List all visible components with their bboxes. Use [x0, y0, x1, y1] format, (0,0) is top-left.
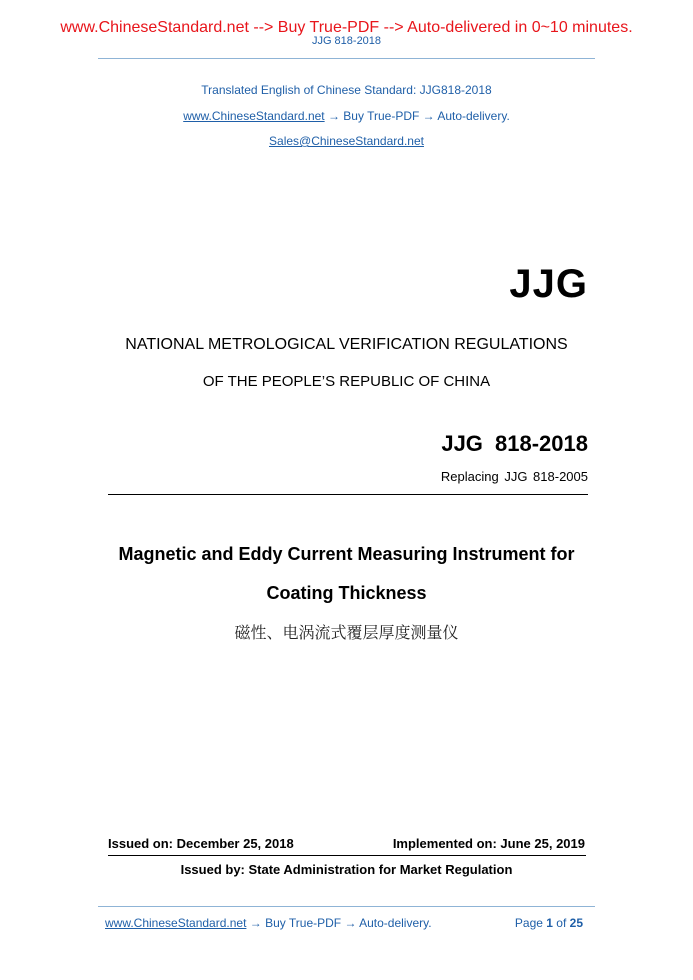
replacing-standard: Replacing JJG 818-2005 [440, 469, 588, 484]
page-current: 1 [546, 916, 553, 930]
dates-divider [108, 855, 586, 856]
jjg-logo: JJG [509, 262, 588, 306]
header-standard-code: JJG 818-2018 [311, 35, 382, 47]
top-banner[interactable]: www.ChineseStandard.net --> Buy True-PDF --> Auto-delivered in 0~10 minutes. [60, 19, 633, 36]
issued-on-date: Issued on: December 25, 2018 [108, 836, 294, 851]
page-label: Page [514, 916, 547, 930]
page-indicator [515, 916, 583, 930]
regulation-title-line2: OF THE PEOPLE’S REPUBLIC OF CHINA [202, 373, 491, 390]
document-title-chinese: 磁性、电涡流式覆层厚度测量仪 [234, 623, 459, 642]
footer-website-link[interactable]: www.ChineseStandard.net [105, 916, 247, 930]
sales-email-link[interactable]: Sales@ChineseStandard.net [269, 134, 424, 148]
document-title-line1: Magnetic and Eddy Current Measuring Instrument for [118, 544, 575, 564]
footer-links-line [105, 916, 432, 930]
title-divider [108, 494, 588, 495]
sales-email-line [0, 134, 693, 148]
intro-website-link[interactable]: www.ChineseStandard.net [183, 109, 325, 123]
standard-number: JJG 818-2018 [441, 431, 588, 456]
page-of: of [552, 916, 570, 930]
footer-link-suffix: → Buy True-PDF → Auto-delivery. [246, 916, 432, 930]
header-divider [98, 58, 595, 59]
regulation-title-line1: NATIONAL METROLOGICAL VERIFICATION REGULATIONS [125, 336, 568, 353]
intro-links-line [0, 109, 693, 123]
implemented-on-date: Implemented on: June 25, 2019 [392, 836, 585, 851]
document-title-line2: Coating Thickness [266, 583, 427, 603]
footer-divider [98, 906, 595, 907]
page-total: 25 [569, 916, 583, 930]
intro-link-suffix: → Buy True-PDF → Auto-delivery. [324, 109, 510, 123]
translated-note: Translated English of Chinese Standard: JJG818-2018 [201, 83, 492, 97]
issuing-authority: Issued by: State Administration for Market Regulation [180, 862, 513, 877]
